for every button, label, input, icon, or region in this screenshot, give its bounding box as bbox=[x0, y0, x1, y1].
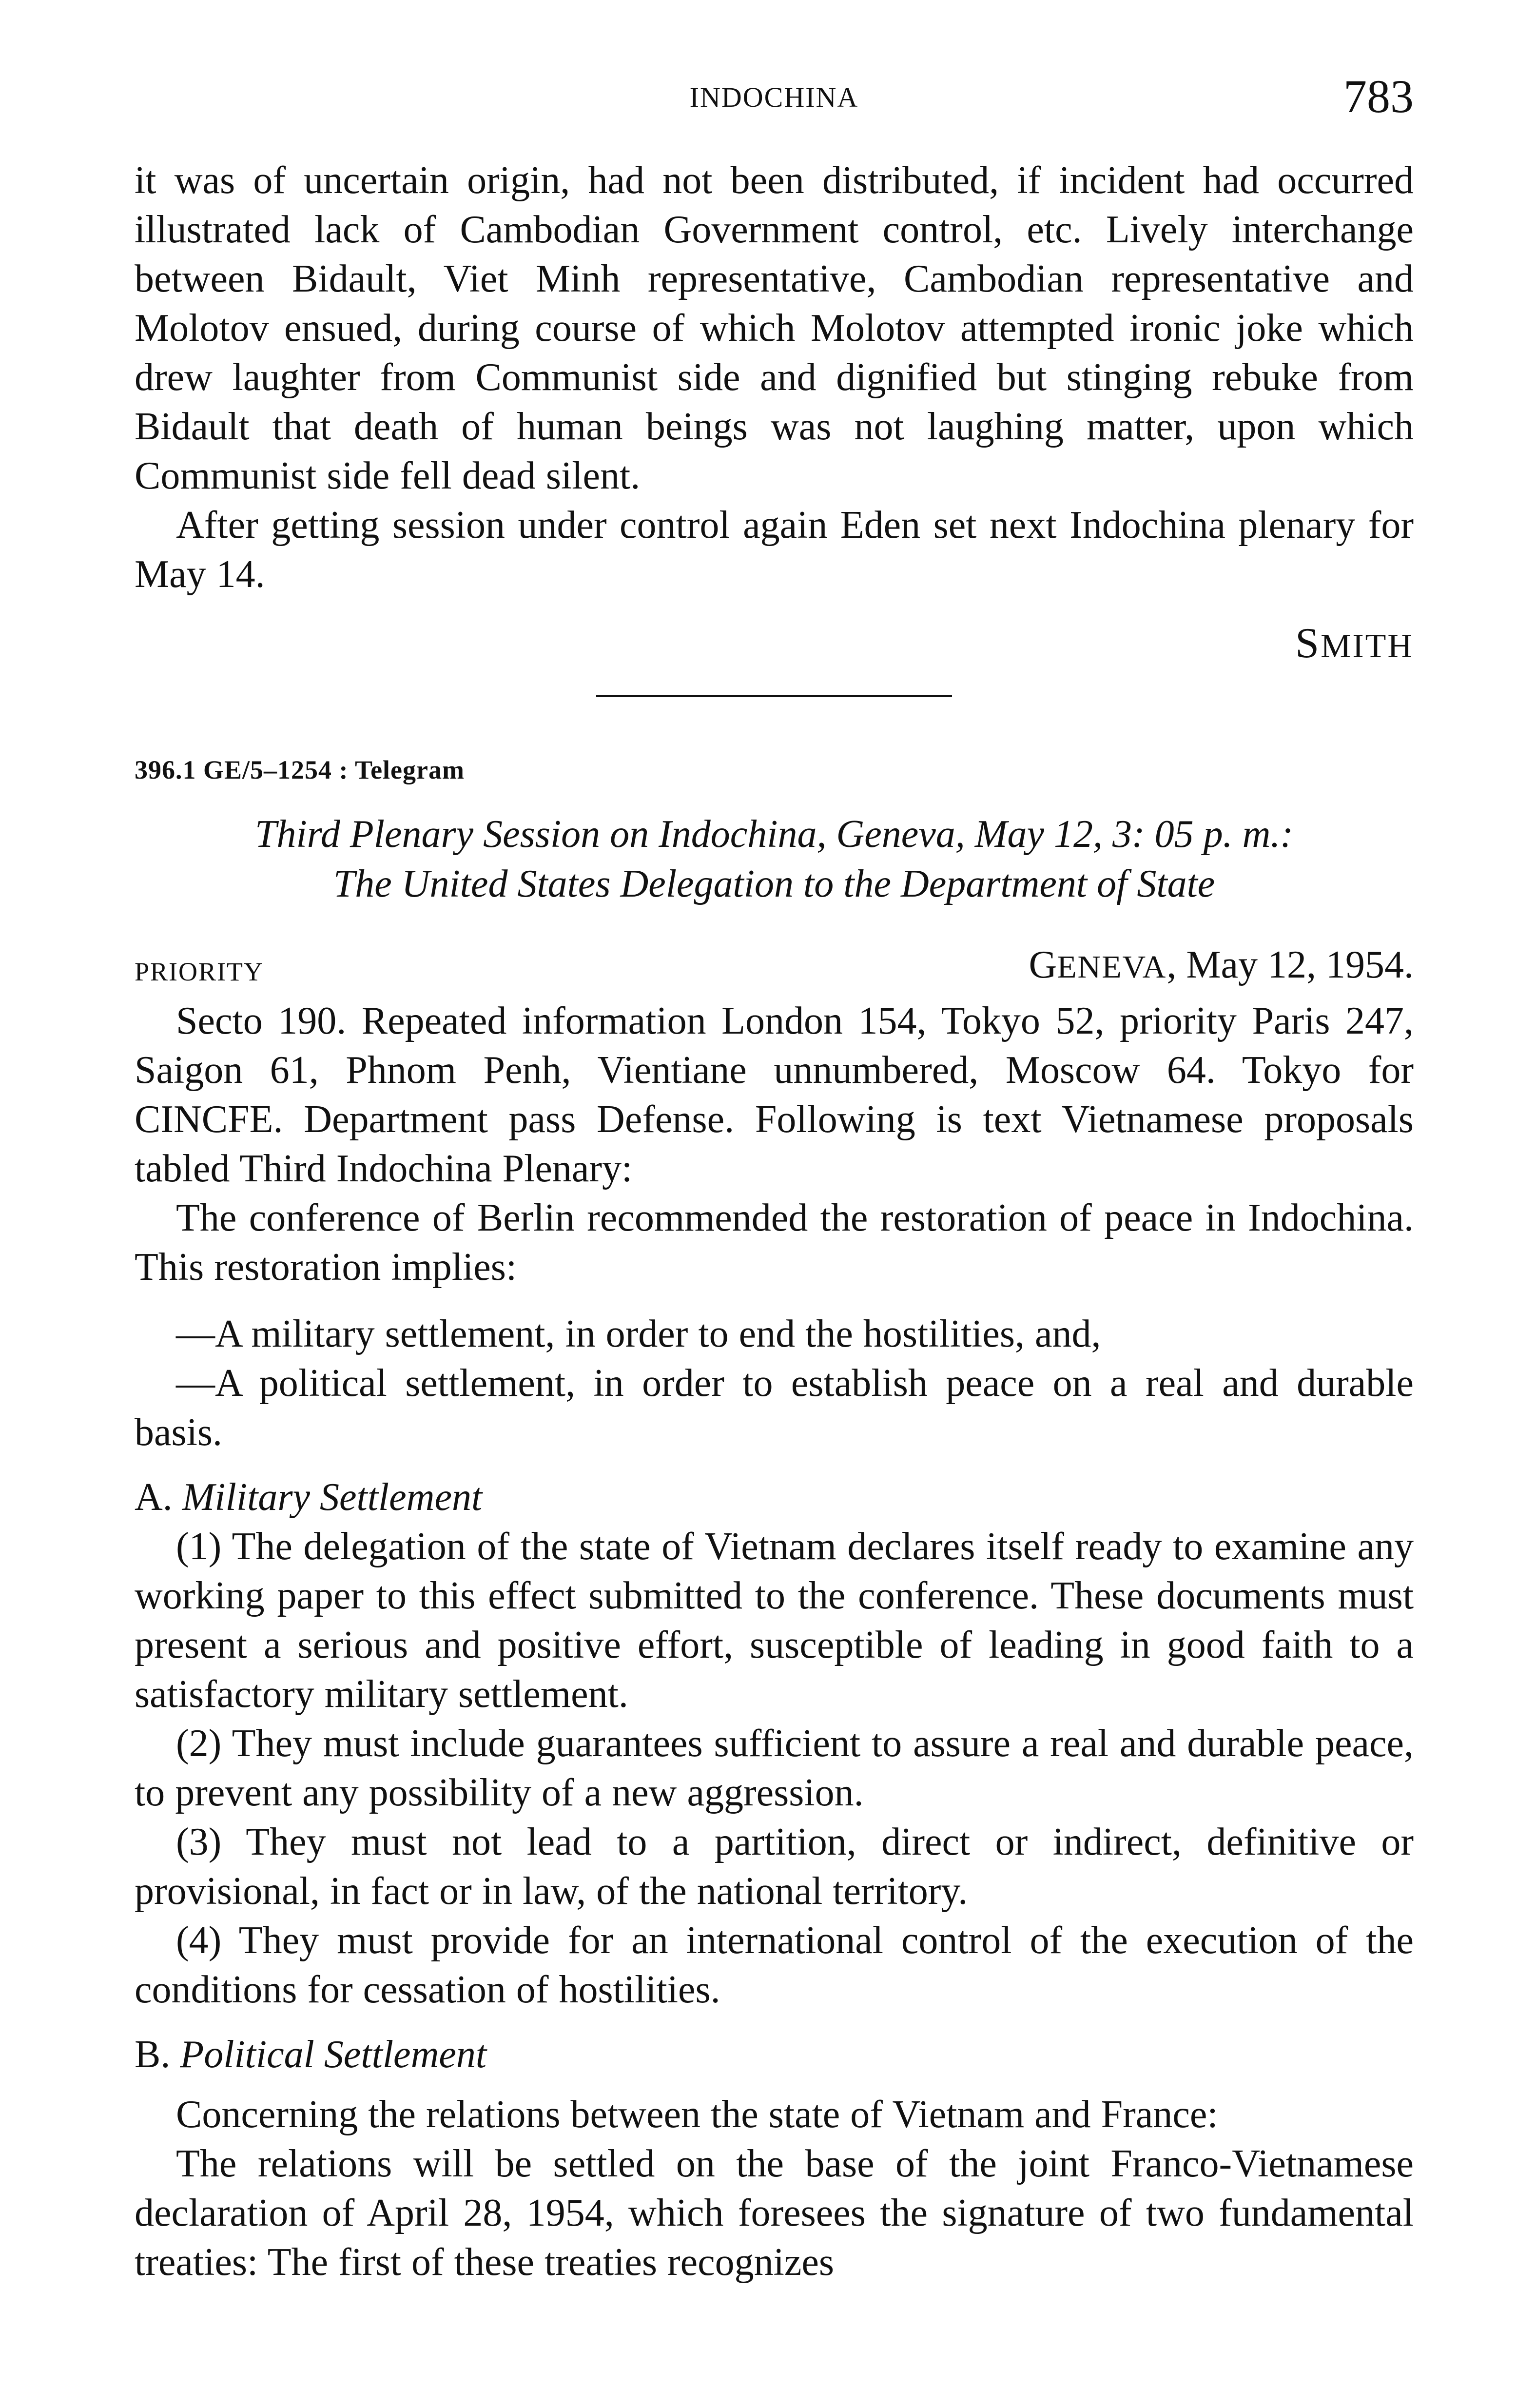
section-a-title: Military Settlement bbox=[182, 1476, 483, 1519]
section-b-letter: B. bbox=[135, 2033, 171, 2076]
relations-heading: Concerning the relations between the state of Vietnam and France: bbox=[176, 2093, 1218, 2136]
opening-paragraph: Secto 190. Repeated information London 154, Tokyo 52, priority Paris 247, Saigon 61, Phnom Penh, Vientiane unnumbered, Moscow 64. Tokyo for CINCFE. Department pass Defense. Following is text Vietnamese proposals tabled Third Indochina Plenary: bbox=[135, 999, 1414, 1190]
page-body bbox=[135, 156, 1414, 2287]
dateline-date: , May 12, 1954. bbox=[1167, 943, 1414, 986]
document-title-line-2: The United States Delegation to the Department of State bbox=[333, 862, 1215, 905]
section-a-item-2: (2) They must include guarantees sufficient to assure a real and durable peace, to prevent any possibility of a new aggression. bbox=[135, 1722, 1414, 1814]
intro-paragraph-1: it was of uncertain origin, had not been distributed, if incident had occurred illustrated lack of Cambodian Government control, etc. Lively interchange between Bidault, Viet Minh representative, Cambodian representative and Molotov ensued, during course of which Molotov attempted ironic joke which drew laughter from Communist side and dignified but stinging rebuke from Bidault that death of human beings was not laughing matter, upon which Communist side fell dead silent. bbox=[135, 159, 1414, 497]
relations-text: The relations will be settled on the base of the joint Franco-Vietnamese declaration of April 28, 1954, which foresees the signature of two fundamental treaties: The first of these treaties recognizes bbox=[135, 2142, 1414, 2284]
section-a-letter: A. bbox=[135, 1476, 173, 1519]
document-page bbox=[135, 0, 1414, 2408]
signature-rest: MITH bbox=[1321, 627, 1414, 665]
dateline-smallcaps: ENEVA bbox=[1057, 949, 1167, 985]
section-a-heading bbox=[135, 1473, 1414, 1522]
section-b-heading bbox=[135, 2030, 1414, 2079]
spacer bbox=[135, 1292, 1414, 1310]
intro-paragraph-2: After getting session under control again Eden set next Indochina plenary for May 14. bbox=[135, 504, 1414, 596]
section-a-item-3: (3) They must not lead to a partition, direct or indirect, definitive or provisional, in fact or in law, of the national territory. bbox=[135, 1821, 1414, 1913]
berlin-paragraph: The conference of Berlin recommended the restoration of peace in Indochina. This restoration implies: bbox=[135, 1196, 1414, 1289]
section-a-item-4: (4) They must provide for an international control of the execution of the conditions for cessation of hostilities. bbox=[135, 1919, 1414, 2011]
signature bbox=[135, 619, 1414, 668]
military-settlement-point: —A military settlement, in order to end the hostilities, and, bbox=[176, 1312, 1101, 1355]
separator-rule bbox=[596, 695, 952, 697]
dateline-initial: G bbox=[1029, 943, 1057, 986]
page-number: 783 bbox=[1343, 70, 1414, 122]
document-title-line-1: Third Plenary Session on Indochina, Geneva, May 12, 3: 05 p. m.: bbox=[255, 813, 1293, 856]
priority-label: PRIORITY bbox=[135, 957, 264, 986]
signature-initial: S bbox=[1295, 620, 1321, 667]
document-title bbox=[135, 809, 1414, 909]
running-head bbox=[135, 70, 1414, 127]
document-reference: 396.1 GE/5–1254 : Telegram bbox=[135, 755, 465, 784]
dateline bbox=[1029, 943, 1414, 987]
running-title: INDOCHINA bbox=[689, 81, 859, 113]
section-b-title: Political Settlement bbox=[180, 2033, 487, 2076]
telegram-header bbox=[135, 943, 1414, 997]
political-settlement-point: —A political settlement, in order to establish peace on a real and durable basis. bbox=[135, 1362, 1414, 1454]
section-a-item-1: (1) The delegation of the state of Vietnam declares itself ready to examine any working paper to this effect submitted to the conference. These documents must present a serious and positive effort, susceptible of leading in good faith to a satisfactory military settlement. bbox=[135, 1525, 1414, 1716]
